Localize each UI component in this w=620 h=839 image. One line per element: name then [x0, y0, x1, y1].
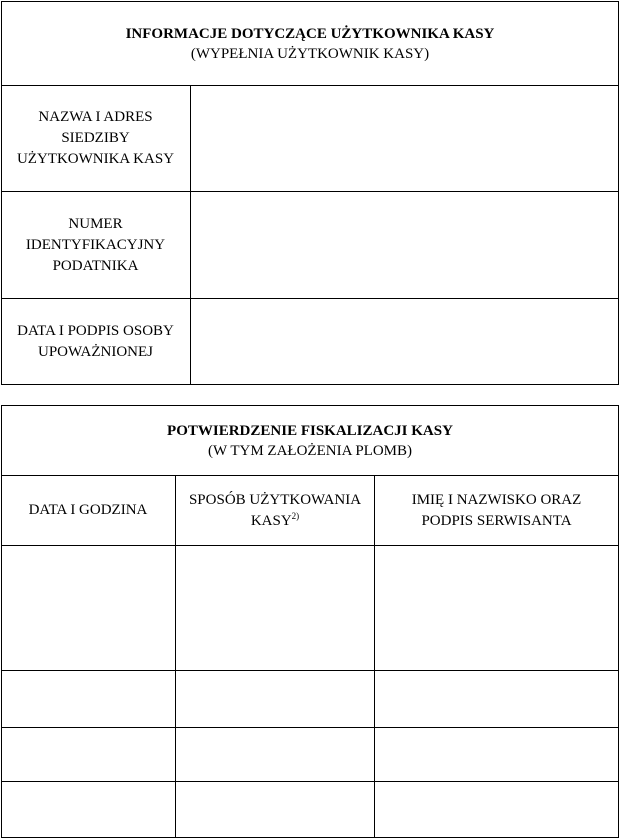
table-cell[interactable]: [1, 782, 175, 837]
table-cell[interactable]: [1, 671, 175, 727]
column-header-usage-method: [176, 476, 374, 545]
column-header-usage-method-label: SPOSÓB UŻYTKOWANIA KASY: [188, 491, 362, 529]
table-cell[interactable]: [375, 728, 618, 781]
fiscalization-title: POTWIERDZENIE FISKALIZACJI KASY: [167, 422, 453, 439]
table-cell[interactable]: [1, 546, 175, 670]
fiscalization-subtitle: (W TYM ZAŁOŻENIA PLOMB): [207, 442, 413, 459]
table-cell[interactable]: [176, 546, 374, 670]
name-address-label: NAZWA I ADRES SIEDZIBY UŻYTKOWNIKA KASY: [16, 109, 175, 167]
footnote-marker: 2): [291, 510, 300, 521]
user-info-title: INFORMACJE DOTYCZĄCE UŻYTKOWNIKA KASY: [125, 25, 495, 42]
date-signature-label: DATA I PODPIS OSOBY UPOWAŻNIONEJ: [17, 322, 174, 360]
user-info-header: [1, 1, 619, 86]
date-signature-field[interactable]: [191, 299, 618, 384]
table-cell[interactable]: [176, 728, 374, 781]
name-address-field[interactable]: [191, 86, 618, 191]
column-header-date-time: DATA I GODZINA: [28, 502, 148, 518]
table-cell[interactable]: [375, 671, 618, 727]
table-cell[interactable]: [1, 728, 175, 781]
column-header-technician: IMIĘ I NAZWISKO ORAZ PODPIS SERWISANTA: [411, 491, 582, 529]
user-info-subtitle: (WYPEŁNIA UŻYTKOWNIK KASY): [190, 45, 430, 62]
fiscalization-header: [1, 405, 619, 476]
table-cell[interactable]: [176, 671, 374, 727]
tax-id-field[interactable]: [191, 192, 618, 298]
table-cell[interactable]: [375, 546, 618, 670]
table-cell[interactable]: [375, 782, 618, 837]
table-cell[interactable]: [176, 782, 374, 837]
tax-id-label: NUMER IDENTYFIKACYJNY PODATNIKA: [25, 215, 166, 274]
